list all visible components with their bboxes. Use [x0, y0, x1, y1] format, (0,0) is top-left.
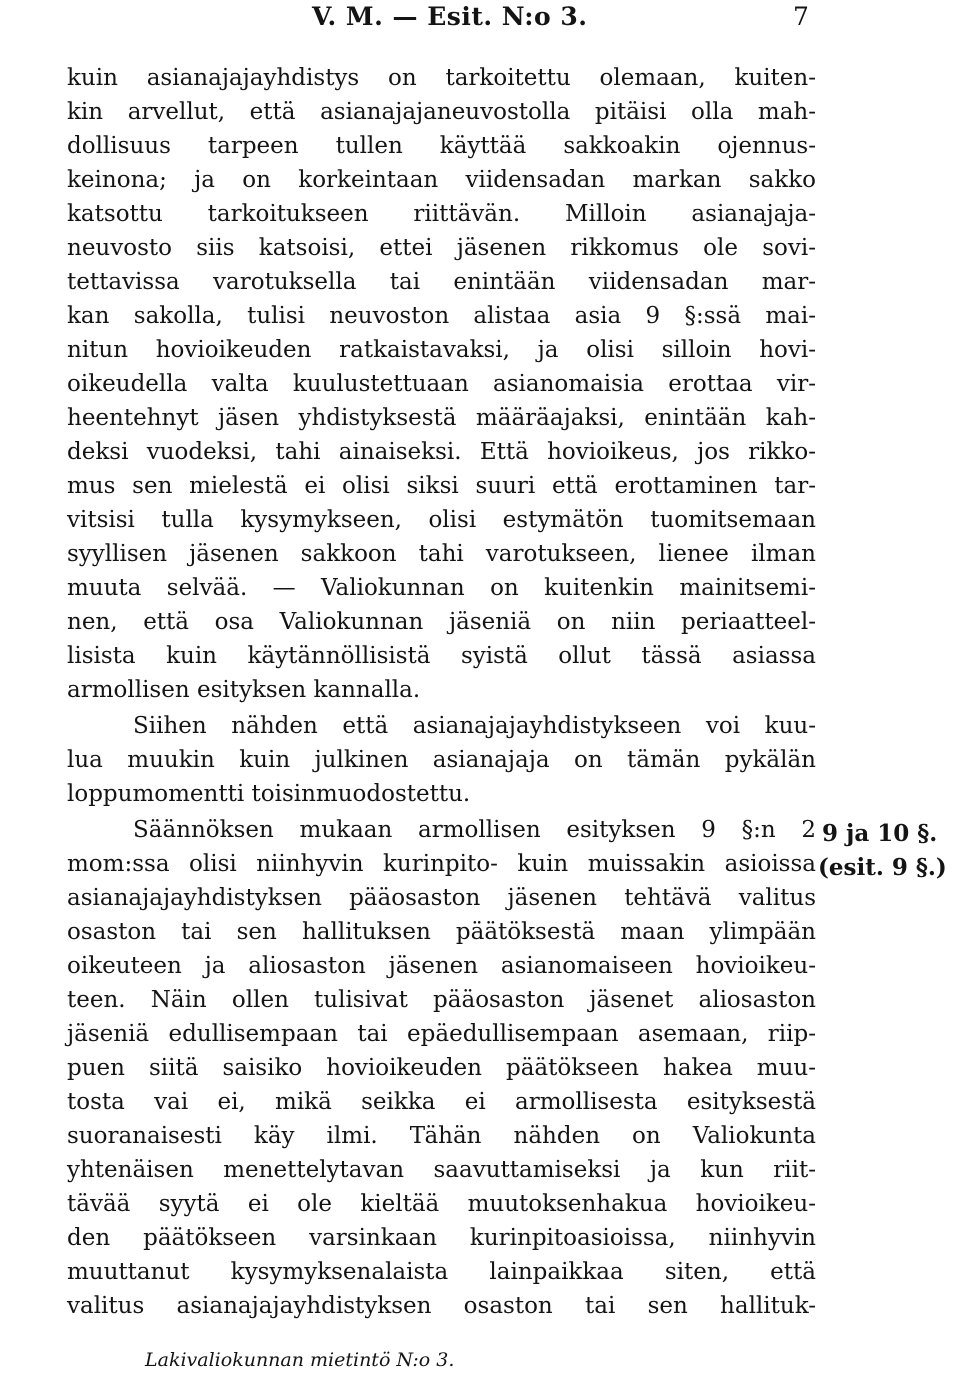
text-line: Siihen nähden että asianajajayhdistykseen voi kuu- [133, 713, 816, 739]
text-line: neuvosto siis katsoisi, ettei jäsenen rikkomus ole sovi- [67, 235, 816, 261]
footer-source: Lakivaliokunnan mietintö N:o 3. [145, 1349, 455, 1371]
text-line: tävää syytä ei ole kieltää muutoksenhakua hovioikeu- [67, 1191, 816, 1217]
text-line: nitun hovioikeuden ratkaistavaksi, ja olisi silloin hovi- [67, 337, 816, 363]
text-line: yhtenäisen menettelytavan saavuttamiseksi ja kun riit- [67, 1157, 816, 1183]
text-line: syyllisen jäsenen sakkoon tahi varotukseen, lienee ilman [67, 541, 816, 567]
text-line: oikeuteen ja aliosaston jäsenen asianomaiseen hovioikeu- [67, 953, 816, 979]
page-number: 7 [793, 2, 809, 31]
text-line: asianajajayhdistyksen pääosaston jäsenen tehtävä valitus [67, 885, 816, 911]
text-line: osaston tai sen hallituksen päätöksestä maan ylimpään [67, 919, 816, 945]
text-line: lua muukin kuin julkinen asianajaja on tämän pykälän [67, 747, 816, 773]
text-line: puen siitä saisiko hovioikeuden päätökseen hakea muu- [67, 1055, 816, 1081]
text-line: mus sen mielestä ei olisi siksi suuri että erottaminen tar- [67, 473, 816, 499]
text-line: kuin asianajajayhdistys on tarkoitettu olemaan, kuiten- [67, 65, 816, 91]
text-line: oikeudella valta kuulustettuaan asianomaisia erottaa vir- [67, 371, 816, 397]
text-line: heentehnyt jäsen yhdistyksestä määräajaksi, enintään kah- [67, 405, 816, 431]
text-line: deksi vuodeksi, tahi ainaiseksi. Että hovioikeus, jos rikko- [67, 439, 816, 465]
text-line: den päätökseen varsinkaan kurinpitoasioissa, niinhyvin [67, 1225, 816, 1251]
text-line: teen. Näin ollen tulisivat pääosaston jäsenet aliosaston [67, 987, 816, 1013]
text-line: kin arvellut, että asianajajaneuvostolla pitäisi olla mah- [67, 99, 816, 125]
text-line: loppumomentti toisinmuodostettu. [67, 781, 471, 807]
text-line: lisista kuin käytännöllisistä syistä ollut tässä asiassa [67, 643, 816, 669]
text-line: mom:ssa olisi niinhyvin kurinpito- kuin muissakin asioissa [67, 851, 816, 877]
text-line: keinona; ja on korkeintaan viidensadan markan sakko [67, 167, 816, 193]
text-line: dollisuus tarpeen tullen käyttää sakkoakin ojennus- [67, 133, 816, 159]
margin-note-reference: (esit. 9 §.) [818, 854, 947, 881]
text-line: vitsisi tulla kysymykseen, olisi estymätön tuomitsemaan [67, 507, 816, 533]
text-line: jäseniä edullisempaan tai epäedullisempaan asemaan, riip- [67, 1021, 816, 1047]
text-line: tosta vai ei, mikä seikka ei armollisesta esityksestä [67, 1089, 816, 1115]
margin-note-section: 9 ja 10 §. [822, 820, 938, 847]
text-line: suoranaisesti käy ilmi. Tähän nähden on Valiokunta [67, 1123, 816, 1149]
text-line: muuta selvää. — Valiokunnan on kuitenkin mainitsemi- [67, 575, 816, 601]
text-line: kan sakolla, tulisi neuvoston alistaa asia 9 §:ssä mai- [67, 303, 816, 329]
text-line: armollisen esityksen kannalla. [67, 677, 421, 703]
running-title: V. M. — Esit. N:o 3. [312, 2, 588, 31]
text-line: tettavissa varotuksella tai enintään viidensadan mar- [67, 269, 816, 295]
text-line: Säännöksen mukaan armollisen esityksen 9 §:n 2 [133, 817, 816, 843]
text-line: nen, että osa Valiokunnan jäseniä on niin periaatteel- [67, 609, 816, 635]
text-line: katsottu tarkoitukseen riittävän. Milloin asianajaja- [67, 201, 816, 227]
text-line: muuttanut kysymyksenalaista lainpaikkaa siten, että [67, 1259, 816, 1285]
text-line: valitus asianajajayhdistyksen osaston tai sen hallituk- [67, 1293, 816, 1319]
